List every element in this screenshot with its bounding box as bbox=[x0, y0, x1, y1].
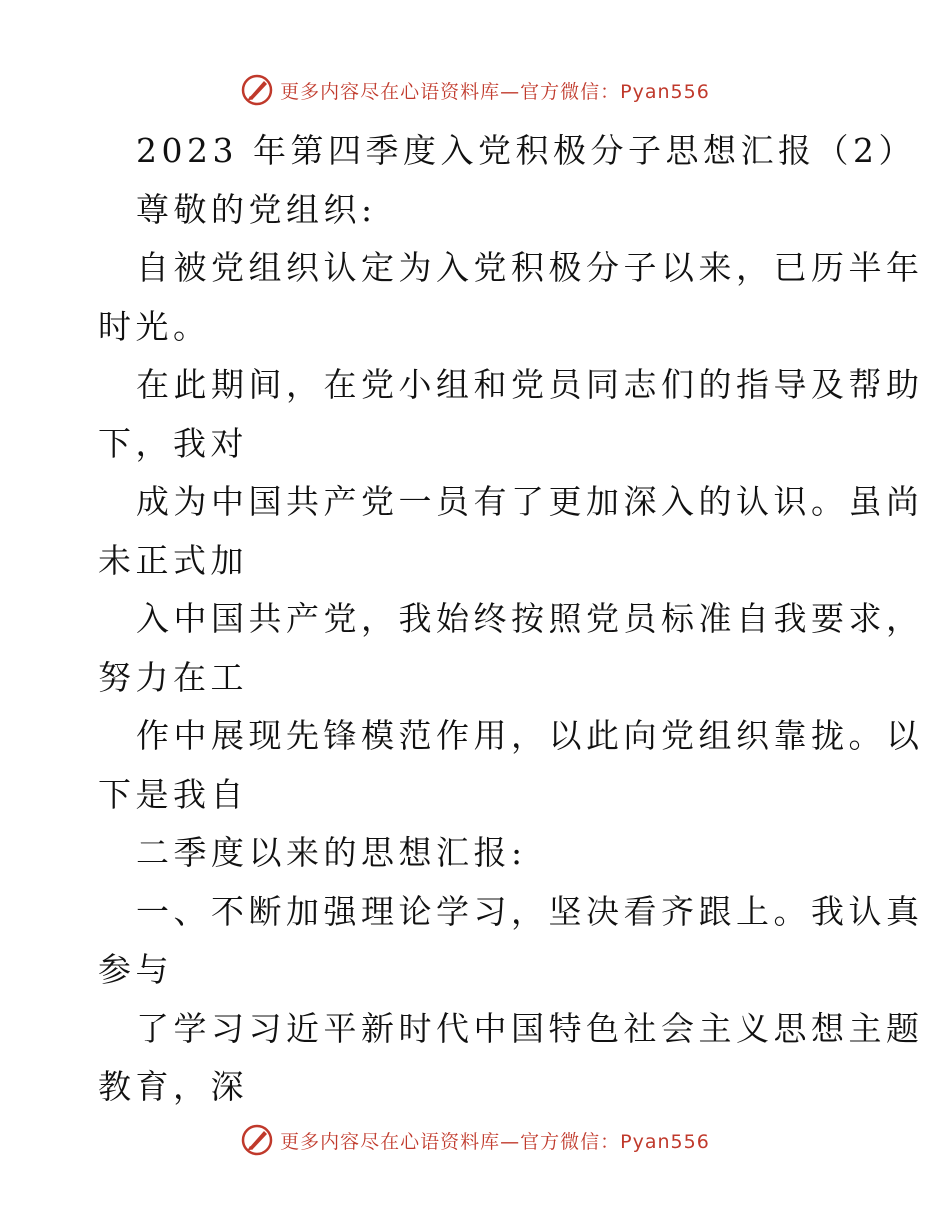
text-line: 努力在工 bbox=[98, 657, 248, 697]
text-line: 入中国共产党，我始终按照党员标准自我要求， bbox=[136, 599, 924, 638]
text-line: 参与 bbox=[98, 950, 173, 989]
document-title: 2023 年第四季度入党积极分子思想汇报（2） bbox=[136, 131, 916, 170]
footer-watermark bbox=[0, 1120, 950, 1160]
text-line: 教育，深 bbox=[98, 1067, 248, 1106]
header-watermark bbox=[0, 70, 950, 110]
text-line: 在此期间，在党小组和党员同志们的指导及帮助 bbox=[136, 365, 924, 404]
watermark-text: 更多内容尽在心语资料库—官方微信：Pyan556 bbox=[280, 80, 710, 103]
text-line: 时光。 bbox=[98, 306, 211, 346]
text-line: 自被党组织认定为入党积极分子以来，已历半年 bbox=[136, 248, 924, 287]
document-body bbox=[98, 122, 924, 1117]
text-line: 作中展现先锋模范作用，以此向党组织靠拢。以 bbox=[136, 716, 924, 755]
quill-seal-icon bbox=[240, 1123, 274, 1157]
text-line: 成为中国共产党一员有了更加深入的认识。虽尚 bbox=[136, 482, 924, 521]
quill-seal-icon bbox=[240, 73, 274, 107]
text-line: 下是我自 bbox=[98, 774, 248, 814]
text-line: 未正式加 bbox=[98, 540, 248, 580]
text-line: 尊敬的党组织: bbox=[136, 189, 377, 229]
watermark-text: 更多内容尽在心语资料库—官方微信：Pyan556 bbox=[280, 1130, 710, 1153]
text-line: 下，我对 bbox=[98, 423, 248, 463]
text-line: 一、不断加强理论学习，坚决看齐跟上。我认真 bbox=[136, 891, 924, 931]
text-line: 了学习习近平新时代中国特色社会主义思想主题 bbox=[136, 1008, 924, 1048]
text-line: 二季度以来的思想汇报: bbox=[136, 833, 527, 872]
